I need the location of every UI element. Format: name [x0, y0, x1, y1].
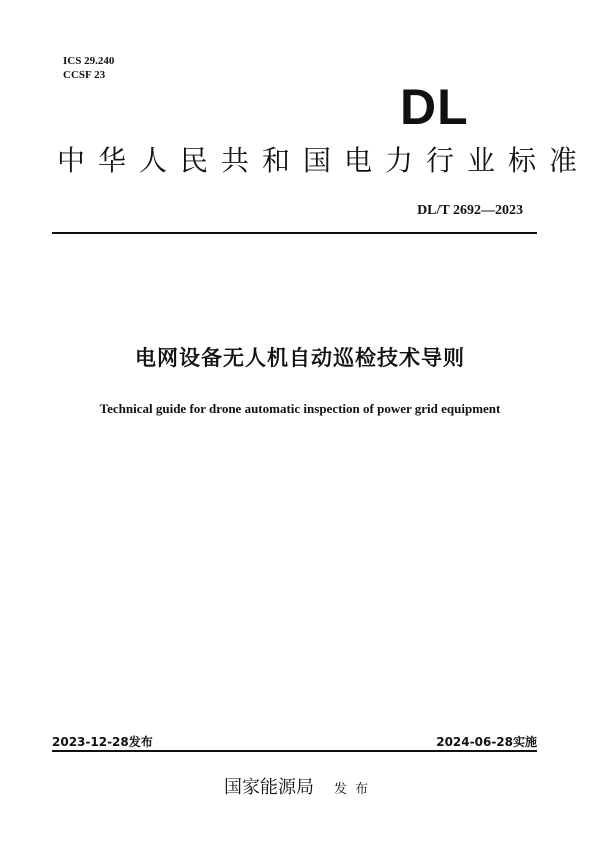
document-title-zh: 电网设备无人机自动巡检技术导则 [135, 346, 465, 370]
publish-action: 发布 [333, 782, 376, 797]
ics-code: ICS 29.240 [63, 55, 115, 67]
publisher-line [0, 776, 600, 802]
standard-category-title: 中华人民共和国电力行业标准 [57, 144, 591, 177]
bottom-divider [52, 750, 537, 752]
standard-mark-logo: DL [400, 79, 469, 135]
classification-codes [63, 54, 114, 82]
publisher-organization: 国家能源局 [223, 777, 314, 798]
top-divider [52, 232, 537, 234]
standard-number: DL/T 2692—2023 [417, 203, 523, 218]
issue-date: 2023-12-28发布 [52, 735, 153, 749]
implementation-date: 2024-06-28实施 [436, 735, 537, 749]
document-title-en: Technical guide for drone automatic inspection of power grid equipment [99, 401, 501, 416]
ccs-code: CCSF 23 [63, 69, 106, 81]
